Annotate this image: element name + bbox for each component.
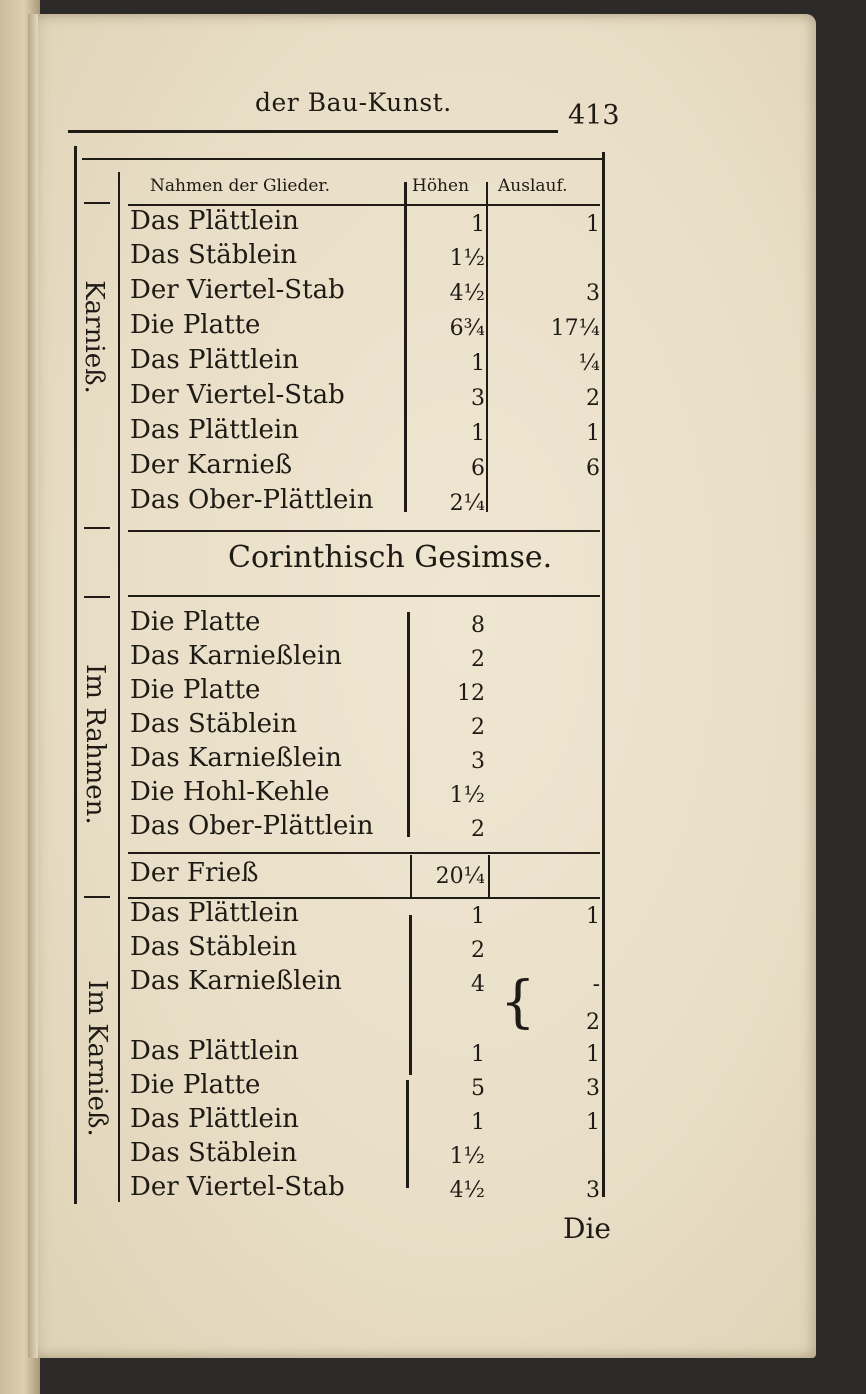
row-projection: 2 <box>586 386 600 411</box>
row-projection: 3 <box>586 281 600 306</box>
row-name: Das Ober-Plättlein <box>130 485 374 515</box>
row-name: Das Plättlein <box>130 415 299 445</box>
table-right-border <box>602 152 605 1197</box>
row-height-fries: 20¼ <box>435 864 485 889</box>
section-rule-bottom <box>128 595 600 597</box>
running-head: der Bau-Kunst. <box>255 88 452 117</box>
height-column-divider-top <box>404 182 407 512</box>
column-header-height: Höhen <box>412 176 470 196</box>
row-name: Das Plättlein <box>130 1104 299 1134</box>
group-tick-2 <box>84 527 110 529</box>
row-height: 2¼ <box>449 491 485 516</box>
row-name: Das Plättlein <box>130 345 299 375</box>
brace-mark: { <box>500 970 536 1035</box>
row-height: 1 <box>471 421 485 446</box>
row-height: 5 <box>471 1076 485 1101</box>
row-projection: 1 <box>586 421 600 446</box>
row-height: 1½ <box>449 246 485 271</box>
row-height: 1 <box>471 1042 485 1067</box>
row-height: 4 <box>471 972 485 997</box>
group-tick-4 <box>84 896 110 898</box>
row-projection: - <box>592 972 600 997</box>
section-rule-top <box>128 530 600 532</box>
row-name: Der Viertel-Stab <box>130 1172 345 1202</box>
row-height: 1½ <box>449 1144 485 1169</box>
row-name: Die Platte <box>130 310 261 340</box>
row-name: Das Stäblein <box>130 240 298 270</box>
row-projection: 1 <box>586 1110 600 1135</box>
row-name: Die Platte <box>130 1070 261 1100</box>
row-name: Die Platte <box>130 607 261 637</box>
group-label-karniess: Karnieß. <box>79 280 109 394</box>
column-header-projection: Auslauf. <box>498 176 568 196</box>
page-gutter <box>28 14 38 1358</box>
row-name: Die Hohl-Kehle <box>130 777 330 807</box>
projection-column-divider-top <box>486 182 488 512</box>
row-height: 3 <box>471 749 485 774</box>
catchword: Die <box>563 1212 611 1245</box>
label-column-divider <box>118 172 120 1202</box>
column-header-name: Nahmen der Glieder. <box>150 176 331 196</box>
row-name: Das Plättlein <box>130 206 299 236</box>
row-projection: 2 <box>586 1010 600 1035</box>
row-height: 2 <box>471 647 485 672</box>
height-column-divider-bottom <box>406 1080 409 1188</box>
row-name: Der Viertel-Stab <box>130 275 345 305</box>
fries-rule-top <box>128 852 600 854</box>
row-name: Das Karnießlein <box>130 743 342 773</box>
row-name: Das Stäblein <box>130 932 298 962</box>
row-projection: 17¼ <box>550 316 600 341</box>
row-projection: 1 <box>586 1042 600 1067</box>
row-projection: 1 <box>586 212 600 237</box>
fries-proj-divider <box>488 855 490 897</box>
row-name: Das Karnießlein <box>130 641 342 671</box>
row-name-fries: Der Frieß <box>130 858 259 888</box>
row-projection: 1 <box>586 904 600 929</box>
row-height: 12 <box>457 681 485 706</box>
section-title: Corinthisch Gesimse. <box>228 540 553 575</box>
header-rule <box>68 130 558 133</box>
row-projection: 6 <box>586 456 600 481</box>
row-height: 1 <box>471 904 485 929</box>
table-left-border <box>74 146 77 1204</box>
group-tick-3 <box>84 596 110 598</box>
height-column-divider-low <box>409 915 412 1075</box>
row-height: 3 <box>471 386 485 411</box>
row-height: 4½ <box>449 1178 485 1203</box>
row-height: 1 <box>471 351 485 376</box>
row-height: 1 <box>471 1110 485 1135</box>
group-label-im-rahmen: Im Rahmen. <box>80 664 110 825</box>
row-height: 2 <box>471 817 485 842</box>
row-height: 6¾ <box>449 316 485 341</box>
row-projection: 3 <box>586 1076 600 1101</box>
row-projection: 3 <box>586 1178 600 1203</box>
row-height: 2 <box>471 938 485 963</box>
height-column-divider-mid <box>407 612 410 837</box>
row-projection: ¼ <box>578 351 600 376</box>
row-height: 8 <box>471 613 485 638</box>
row-name: Das Stäblein <box>130 1138 298 1168</box>
row-name: Das Plättlein <box>130 898 299 928</box>
row-name: Das Stäblein <box>130 709 298 739</box>
row-name: Die Platte <box>130 675 261 705</box>
row-name: Der Karnieß <box>130 450 293 480</box>
row-name: Das Ober-Plättlein <box>130 811 374 841</box>
row-height: 1½ <box>449 783 485 808</box>
page-number: 413 <box>568 100 620 131</box>
row-height: 4½ <box>449 281 485 306</box>
fries-height-divider <box>410 855 412 897</box>
table-top-rule <box>82 158 602 160</box>
row-name: Der Viertel-Stab <box>130 380 345 410</box>
row-name: Das Plättlein <box>130 1036 299 1066</box>
row-height: 2 <box>471 715 485 740</box>
group-label-im-karniess: Im Karnieß. <box>82 980 112 1137</box>
row-name: Das Karnießlein <box>130 966 342 996</box>
row-height: 1 <box>471 212 485 237</box>
row-height: 6 <box>471 456 485 481</box>
group-tick-1 <box>84 202 110 204</box>
